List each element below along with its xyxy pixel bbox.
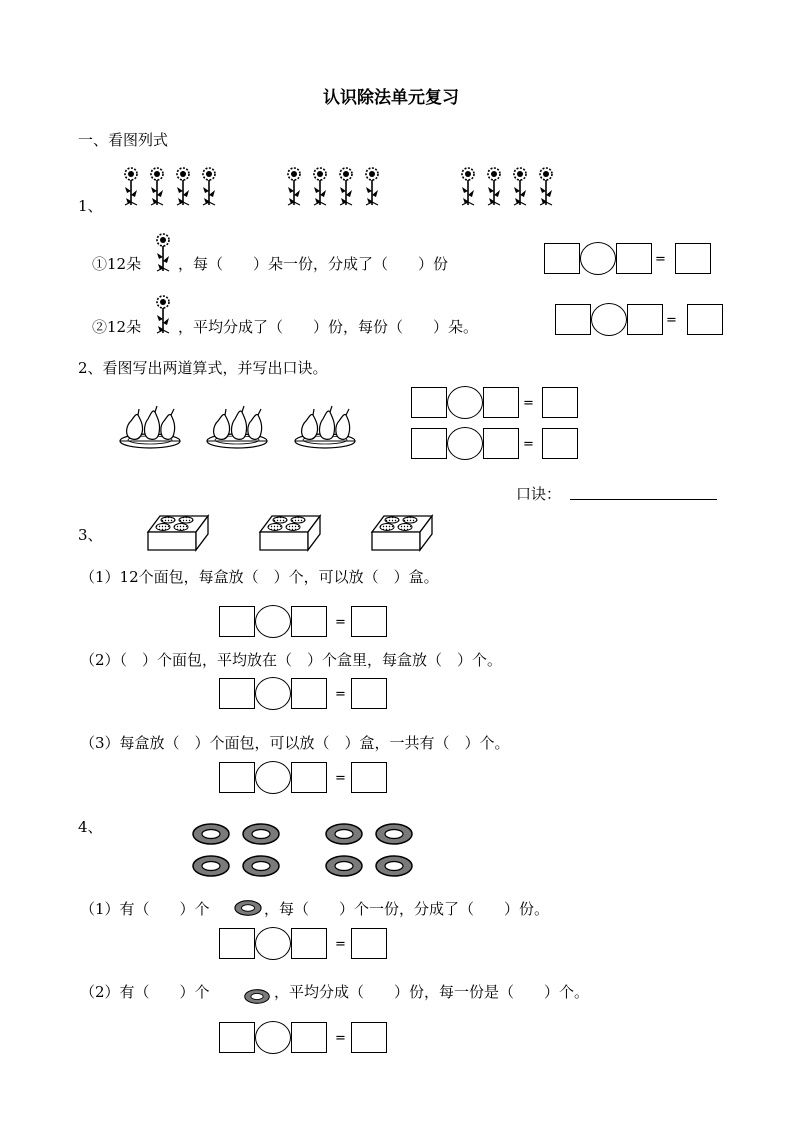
answer-box[interactable] [555, 304, 591, 335]
answer-box[interactable] [219, 678, 255, 709]
flower-icon [125, 168, 137, 205]
ring-icon [326, 856, 362, 876]
flower-icon [288, 168, 300, 205]
ring-group-2 [325, 823, 417, 883]
question-3-number: 3、 [78, 526, 103, 544]
result-box[interactable] [351, 1022, 387, 1053]
pear-plate-icon [293, 403, 359, 449]
ring-icon [193, 856, 229, 876]
answer-box[interactable] [219, 1022, 255, 1053]
bread-box-icon [146, 510, 210, 552]
question-1-number: 1、 [78, 197, 103, 215]
question-2-text: 2、看图写出两道算式，并写出口诀。 [78, 359, 328, 377]
ring-icon [243, 856, 279, 876]
result-box[interactable] [351, 678, 387, 709]
q4-part2-text: ，平均分成（ ）份，每一份是（ ）个。 [274, 983, 590, 1001]
ring-icon [376, 856, 412, 876]
answer-box[interactable] [291, 928, 327, 959]
bread-box-icon [258, 510, 322, 552]
answer-box[interactable] [219, 928, 255, 959]
ring-icon [376, 824, 412, 844]
equals-sign: = [335, 1031, 346, 1046]
operator-oval[interactable] [255, 927, 291, 960]
ring-icon [193, 824, 229, 844]
operator-oval[interactable] [255, 761, 291, 794]
result-box[interactable] [542, 387, 578, 418]
equals-sign: = [655, 252, 666, 267]
pear-plate-icon [118, 403, 184, 449]
ring-icon [243, 824, 279, 844]
answer-box[interactable] [411, 387, 447, 418]
flower-icon [177, 168, 189, 205]
flower-group-2 [283, 165, 395, 211]
answer-box[interactable] [411, 428, 447, 459]
answer-box[interactable] [291, 678, 327, 709]
ring-icon [243, 989, 271, 1004]
operator-oval[interactable] [591, 303, 627, 336]
flower-icon [514, 168, 526, 205]
flower-icon [366, 168, 378, 205]
q3-part3-text: （3）每盒放（ ）个面包，可以放（ ）盒，一共有（ ）个。 [80, 734, 510, 752]
answer-box[interactable] [291, 1022, 327, 1053]
answer-box[interactable] [544, 243, 580, 274]
flower-icon [462, 168, 474, 205]
flower-icon [540, 168, 552, 205]
answer-box[interactable] [291, 606, 327, 637]
koujue-answer-line[interactable] [570, 499, 717, 500]
q4-part2-prefix: （2）有（ ）个 [80, 983, 210, 1001]
flower-icon [488, 168, 500, 205]
result-box[interactable] [351, 762, 387, 793]
flower-icon [314, 168, 326, 205]
q4-part1-prefix: （1）有（ ）个 [80, 900, 210, 918]
result-box[interactable] [542, 428, 578, 459]
question-4-number: 4、 [78, 818, 103, 836]
result-box[interactable] [675, 243, 711, 274]
operator-oval[interactable] [255, 605, 291, 638]
flower-icon [152, 293, 174, 337]
flower-icon [203, 168, 215, 205]
q3-part1-text: （1）12个面包，每盒放（ ）个，可以放（ ）盒。 [80, 568, 439, 586]
operator-oval[interactable] [255, 677, 291, 710]
section-heading: 一、看图列式 [78, 131, 169, 149]
equals-sign: = [523, 396, 534, 411]
result-box[interactable] [687, 304, 723, 335]
q4-part1-text: ，每（ ）个一份，分成了（ ）份。 [264, 900, 550, 918]
operator-oval[interactable] [447, 386, 483, 419]
flower-icon [152, 231, 174, 275]
q1-part2-text: ，平均分成了（ ）份，每份（ ）朵。 [178, 318, 479, 336]
page-title: 认识除法单元复习 [323, 88, 459, 108]
result-box[interactable] [351, 606, 387, 637]
operator-oval[interactable] [580, 242, 616, 275]
result-box[interactable] [351, 928, 387, 959]
flower-icon [151, 168, 163, 205]
equals-sign: = [335, 615, 346, 630]
q1-part2-prefix: ②12朵 [92, 318, 142, 336]
pear-plate-icon [205, 403, 271, 449]
operator-oval[interactable] [447, 427, 483, 460]
answer-box[interactable] [483, 428, 519, 459]
equals-sign: = [335, 687, 346, 702]
koujue-label: 口诀： [516, 485, 562, 503]
flower-group-3 [457, 165, 569, 211]
bread-box-icon [370, 510, 434, 552]
flower-icon [340, 168, 352, 205]
equals-sign: = [666, 313, 677, 328]
q1-part1-prefix: ①12朵 [92, 255, 142, 273]
answer-box[interactable] [219, 762, 255, 793]
q1-part1-text: ，每（ ）朵一份，分成了（ ）份 [178, 255, 449, 273]
equals-sign: = [335, 937, 346, 952]
ring-icon [233, 900, 263, 916]
answer-box[interactable] [291, 762, 327, 793]
ring-group-1 [192, 823, 284, 883]
answer-box[interactable] [219, 606, 255, 637]
answer-box[interactable] [627, 304, 663, 335]
operator-oval[interactable] [255, 1021, 291, 1054]
q3-part2-text: （2）（ ）个面包，平均放在（ ）个盒里，每盒放（ ）个。 [80, 651, 503, 669]
answer-box[interactable] [483, 387, 519, 418]
equals-sign: = [523, 437, 534, 452]
answer-box[interactable] [616, 243, 652, 274]
ring-icon [326, 824, 362, 844]
flower-group-1 [120, 165, 232, 211]
equals-sign: = [335, 771, 346, 786]
